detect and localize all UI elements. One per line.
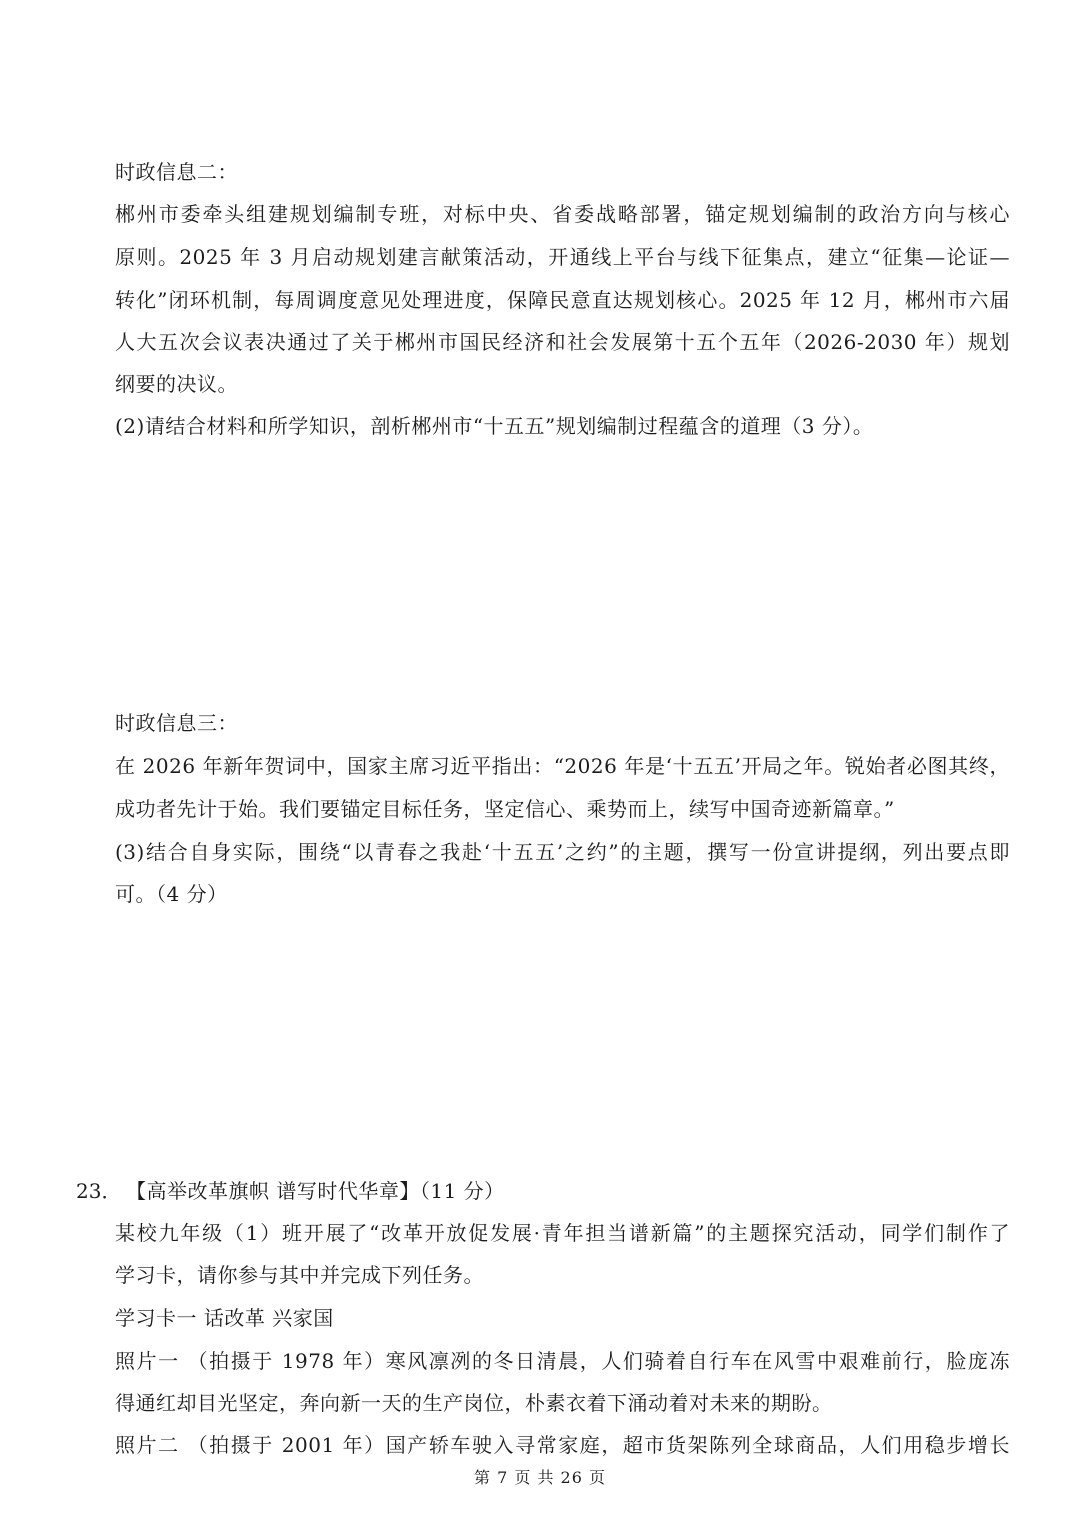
section3-question-line-2: 可。（4 分） bbox=[115, 882, 228, 906]
q23-number: 23． bbox=[76, 1179, 122, 1203]
section3-question-line-1: (3)结合自身实际，围绕“以青春之我赴‘十五五’之约”的主题，撰写一份宣讲提纲，列出要点即 bbox=[115, 840, 1010, 864]
page-number: 第 7 页 共 26 页 bbox=[474, 1468, 606, 1487]
section2-line-5: 纲要的决议。 bbox=[115, 372, 238, 396]
q23-card1-title: 学习卡一 话改革 兴家国 bbox=[115, 1306, 334, 1330]
q23-title: 【高举改革旗帜 谱写时代华章】（11 分） bbox=[126, 1179, 505, 1203]
section2-line-1: 郴州市委牵头组建规划编制专班，对标中央、省委战略部署，锚定规划编制的政治方向与核心 bbox=[115, 202, 1010, 226]
section2-line-4: 人大五次会议表决通过了关于郴州市国民经济和社会发展第十五个五年（2026-2030 年）规划 bbox=[115, 330, 1010, 354]
section3-line-1: 在 2026 年新年贺词中，国家主席习近平指出：“2026 年是‘十五五’开局之年。锐始者必图其终， bbox=[115, 754, 1010, 778]
section2-question: (2)请结合材料和所学知识，剖析郴州市“十五五”规划编制过程蕴含的道理（3 分）。 bbox=[115, 414, 874, 438]
q23-photo-line-2: 得通红却目光坚定，奔向新一天的生产岗位，朴素衣着下涌动着对未来的期盼。 bbox=[115, 1391, 833, 1415]
q23-intro-line-1: 某校九年级（1）班开展了“改革开放促发展·青年担当谱新篇”的主题探究活动，同学们制作了 bbox=[115, 1221, 1010, 1245]
q23-photo-line-1: 照片一 （拍摄于 1978 年）寒风凛冽的冬日清晨，人们骑着自行车在风雪中艰难前行，脸庞冻 bbox=[115, 1349, 1010, 1373]
section3-line-2: 成功者先计于始。我们要锚定目标任务，坚定信心、乘势而上，续写中国奇迹新篇章。” bbox=[115, 797, 895, 821]
section2-line-2: 原则。2025 年 3 月启动规划建言献策活动，开通线上平台与线下征集点，建立“征集—论证— bbox=[115, 245, 1010, 269]
section3-heading: 时政信息三： bbox=[115, 711, 238, 735]
section2-heading: 时政信息二： bbox=[115, 160, 238, 184]
section2-line-3: 转化”闭环机制，每周调度意见处理进度，保障民意直达规划核心。2025 年 12 月，郴州市六届 bbox=[115, 288, 1010, 312]
q23-photo-line-3: 照片二 （拍摄于 2001 年）国产轿车驶入寻常家庭，超市货架陈列全球商品，人们用稳步增长 bbox=[115, 1433, 1010, 1457]
q23-intro-line-2: 学习卡，请你参与其中并完成下列任务。 bbox=[115, 1263, 484, 1287]
